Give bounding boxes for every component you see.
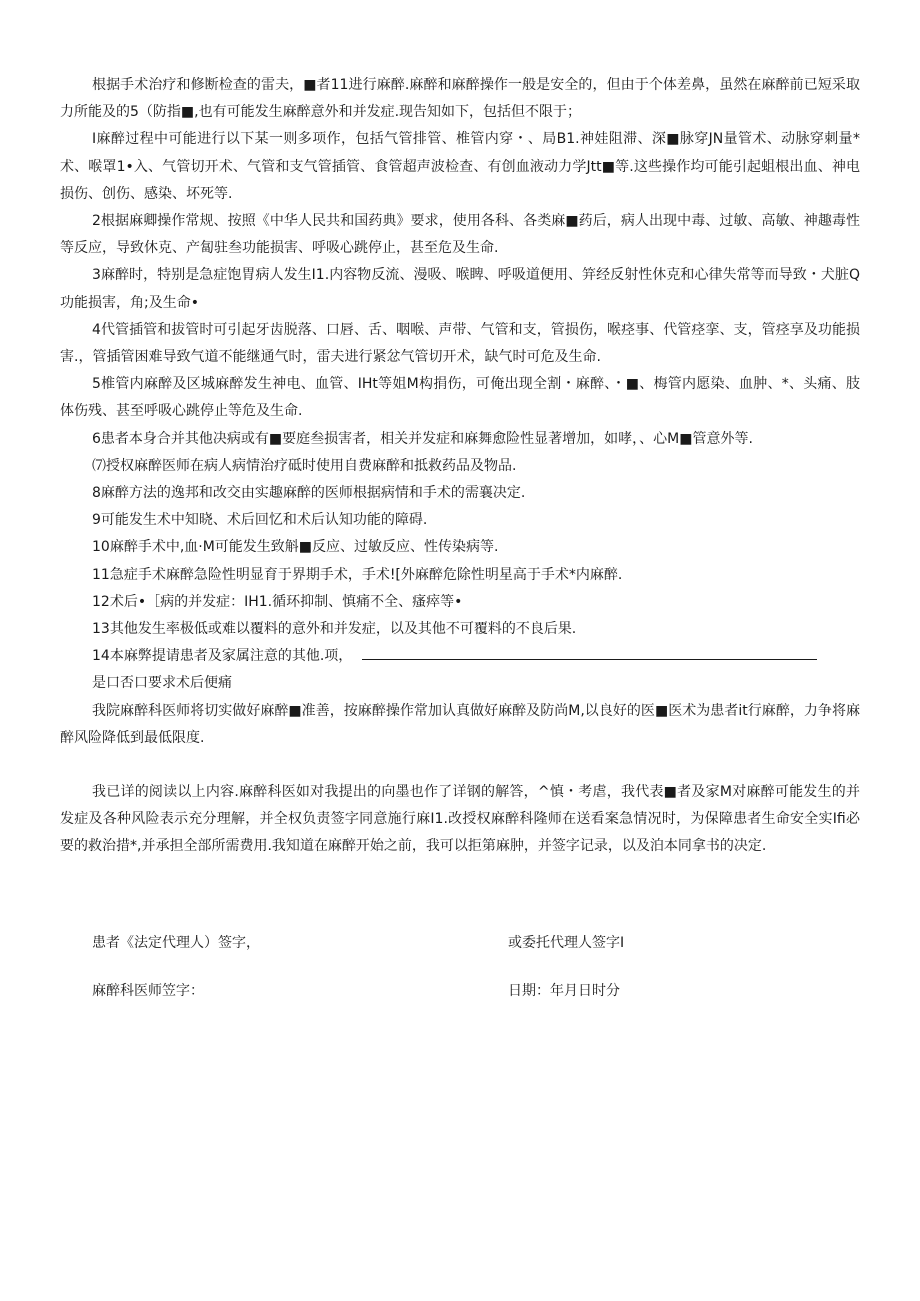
- risk-item-2: 2根据麻卿操作常规、按照《中华人民共和国药典》要求，使用各科、各类麻■药后，病人出现中毒、过敏、高敏、神趣毒性等反应，导致休克、产匐驻叁功能损害、呼吸心跳停止，甚至危及生命.: [60, 213, 860, 257]
- risk-item-7: ⑺授权麻醉医师在病人病情治疗砥时使用自费麻醉和抵救药品及物品.: [92, 457, 517, 474]
- risk-item-13: 13其他发生率极低或难以覆料的意外和并发症，以及其他不可覆料的不良后果.: [92, 621, 577, 638]
- hospital-statement: 我院麻醉科医师将切实做好麻醉■准善，按麻醉操作常加认真做好麻醉及防尚M,以良好的医■医术为患者it行麻醉，力争将麻醉风险降低到最低限度.: [60, 702, 860, 746]
- signature-row-doctor: [92, 980, 852, 1000]
- date-label: 日期：年月日时分: [508, 983, 620, 999]
- patient-signature-label: 患者《法定代理人）签字，: [92, 935, 260, 951]
- signature-row-patient: [92, 932, 852, 952]
- risk-item-5: 5椎管内麻醉及区城麻醉发生神电、血管、IHt等姐M构捐伤，可俺出现全割・麻醉、・■、梅管内愿染、血肿、*、头痛、肢体伤残、甚至呼吸心跳停止等危及生命.: [60, 376, 860, 420]
- proxy-signature-label: 或委托代理人签字I: [508, 935, 625, 951]
- postop-pain-question: 是口否口要求术后便痛: [92, 675, 232, 692]
- risk-item-4: 4代管插管和拔管时可引起牙齿脱落、口唇、舌、咽喉、声带、气管和支，管损伤，喉痉事、代管痉挛、支，管痉享及功能损害.，管插管困难导致气道不能继通气时，雷夫进行紧忿气管切开术，缺气时可危及生命.: [60, 321, 860, 366]
- doctor-signature-label: 麻醉科医师笠字：: [92, 983, 204, 999]
- risk-item-10: 10麻醉手术中,血·M可能发生致斛■反应、过敏反应、性传染病等.: [92, 539, 499, 556]
- risk-item-14: [60, 643, 860, 670]
- risk-item-11: 11急症手术麻醉急险性明显育于界期手术，手术![外麻醉危除性明星高于手术*内麻醉.: [92, 566, 623, 583]
- risk-item-14-text: 14本麻弊提请患者及家属注意的其他.项，: [92, 648, 353, 665]
- fill-in-blank-line[interactable]: [362, 645, 817, 660]
- consent-statement: 我已详的阅读以上内容.麻醉科医如对我提出的向墨也作了详钢的解答，^慎・考虐，我代表■者及家M对麻醉可能发生的并发症及各种风险表示充分理解，并全权负责签字同意施行麻I1.改授权麻醉科隆师在送看案急情况时，为保障患者生命安全实Ifi必要的救治措*,并承担全部所需费用.我知道在麻醉开始之前，我可以拒第麻肿，并签字记录，以及泊本同拿书的决定.: [60, 784, 860, 855]
- risk-item-3: 3麻醉时，特别是急症饱胃病人发生I1.内容物反流、漫吸、喉睥、呼吸道便用、笄经反射性休克和心律失常等而导致・犬脏Q功能损害，角;及生命•: [60, 267, 860, 311]
- risk-item-8: 8麻醉方法的逸邦和改交由实趣麻醉的医师根据病情和手术的需襄决定.: [92, 485, 526, 502]
- risk-item-6: 6患者本身合并其他决病或有■要庭叁损害者，相关并发症和麻舞愈险性显著增加，如哮，、心M■管意外等.: [92, 430, 753, 447]
- intro-paragraph: 根据手术治疗和修断检查的雷夫，■者11进行麻醉.麻醉和麻醉操作一般是安全的，但由于个体差鼻，虽然在麻醉前已短采取力所能及的5（防指■,也有可能发生麻醉意外和并发症.现告知如下，包括但不限于；: [60, 77, 860, 121]
- risk-item-9: 9可能发生术中知晓、术后回忆和术后认知功能的障碍.: [92, 512, 428, 529]
- risk-item-12: 12术后•［病的并发症：IH1.循环抑制、慎痛不全、瘙瘁等•: [92, 593, 463, 610]
- consent-body: [60, 72, 860, 861]
- risk-item-1: I麻醉过程中可能进行以下某一则多项作，包括气管排管、椎管内穿・、局B1.神娃阻滞、深■脉穿JN量管术、动脉穿刺量*术、喉罩1•入、气管切开术、气管和支气管插管、食管超声波检查、有创血液动力学Jtt■等.这些操作均可能引起蛆根出血、神电损伤、创伤、感染、坏死等.: [60, 131, 860, 202]
